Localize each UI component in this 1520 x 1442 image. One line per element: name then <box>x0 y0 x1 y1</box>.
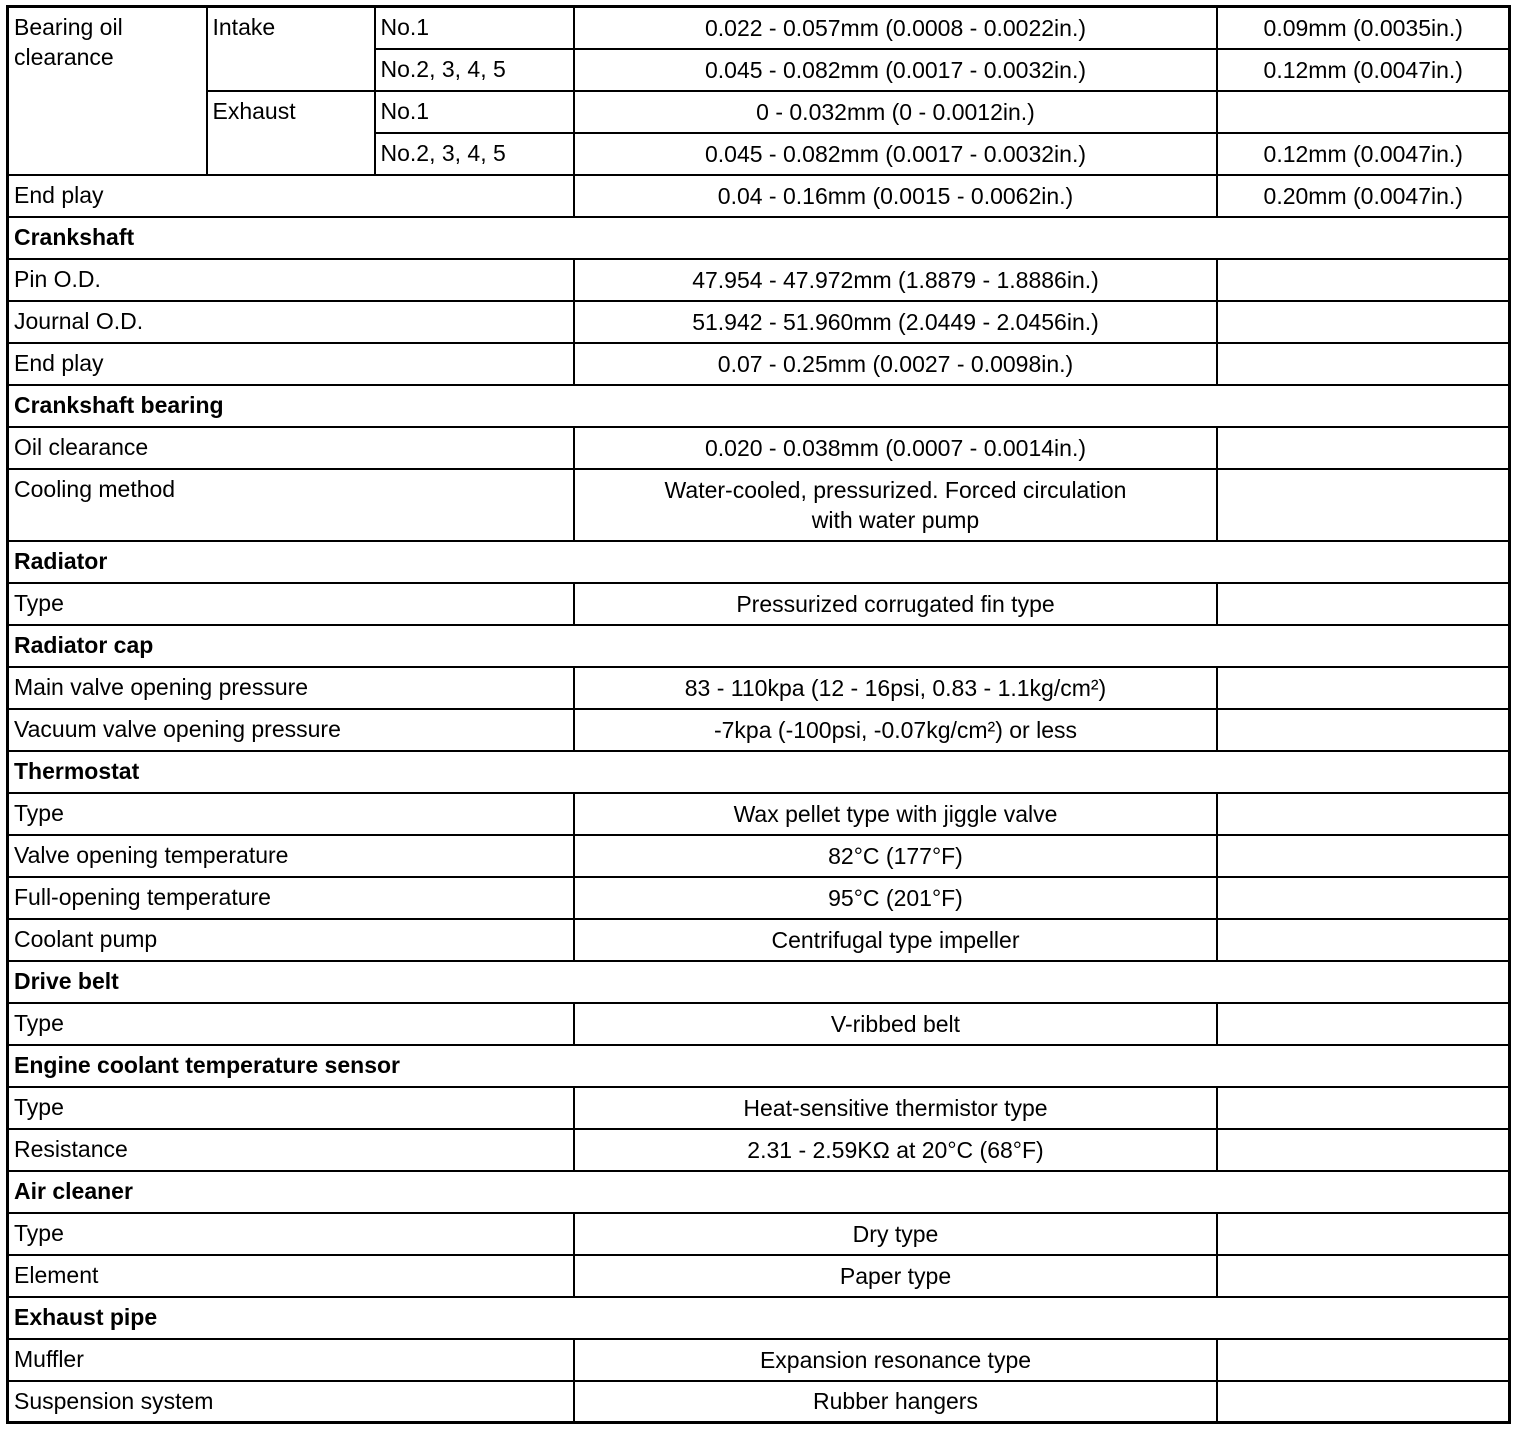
table-row <box>8 469 1510 541</box>
section-title: Radiator cap <box>8 625 1510 667</box>
spec-table-container <box>6 5 1508 1424</box>
table-row <box>8 175 1510 217</box>
limit-value <box>1217 427 1510 469</box>
table-row <box>8 877 1510 919</box>
limit-value <box>1217 667 1510 709</box>
spec-value: 0 - 0.032mm (0 - 0.0012in.) <box>574 91 1217 133</box>
row-label: Cooling method <box>8 469 574 541</box>
section-header-row <box>8 1045 1510 1087</box>
section-title: Radiator <box>8 541 1510 583</box>
spec-value: 0.04 - 0.16mm (0.0015 - 0.0062in.) <box>574 175 1217 217</box>
limit-value: 0.12mm (0.0047in.) <box>1217 133 1510 175</box>
table-row <box>8 835 1510 877</box>
limit-value: 0.20mm (0.0047in.) <box>1217 175 1510 217</box>
table-row <box>8 1087 1510 1129</box>
spec-value: 95°C (201°F) <box>574 877 1217 919</box>
spec-value: 0.022 - 0.057mm (0.0008 - 0.0022in.) <box>574 7 1217 49</box>
table-row <box>8 1255 1510 1297</box>
journal-label: No.1 <box>375 7 574 49</box>
limit-value <box>1217 301 1510 343</box>
table-row <box>8 427 1510 469</box>
row-label: Pin O.D. <box>8 259 574 301</box>
spec-value: Heat-sensitive thermistor type <box>574 1087 1217 1129</box>
limit-value <box>1217 583 1510 625</box>
row-label: Type <box>8 1213 574 1255</box>
table-row <box>8 1129 1510 1171</box>
section-title: Crankshaft bearing <box>8 385 1510 427</box>
journal-label: No.2, 3, 4, 5 <box>375 133 574 175</box>
row-label: Vacuum valve opening pressure <box>8 709 574 751</box>
sub-label-exhaust: Exhaust <box>207 91 375 175</box>
spec-value: 0.07 - 0.25mm (0.0027 - 0.0098in.) <box>574 343 1217 385</box>
section-header-row <box>8 385 1510 427</box>
limit-value <box>1217 1339 1510 1381</box>
spec-table <box>6 5 1511 1424</box>
limit-value <box>1217 469 1510 541</box>
row-label: Valve opening temperature <box>8 835 574 877</box>
row-label: Oil clearance <box>8 427 574 469</box>
row-label: Type <box>8 1087 574 1129</box>
journal-label: No.1 <box>375 91 574 133</box>
limit-value <box>1217 343 1510 385</box>
spec-value: Dry type <box>574 1213 1217 1255</box>
table-row <box>8 667 1510 709</box>
sub-label-intake: Intake <box>207 7 375 91</box>
section-header-row <box>8 217 1510 259</box>
row-label-bearing-oil-clearance: Bearing oil clearance <box>8 7 207 175</box>
spec-value: 83 - 110kpa (12 - 16psi, 0.83 - 1.1kg/cm²) <box>574 667 1217 709</box>
section-title: Crankshaft <box>8 217 1510 259</box>
section-title: Exhaust pipe <box>8 1297 1510 1339</box>
limit-value: 0.09mm (0.0035in.) <box>1217 7 1510 49</box>
limit-value <box>1217 877 1510 919</box>
section-header-row <box>8 625 1510 667</box>
row-label: Resistance <box>8 1129 574 1171</box>
spec-value: Rubber hangers <box>574 1381 1217 1423</box>
table-row <box>8 7 1510 49</box>
table-row <box>8 343 1510 385</box>
limit-value <box>1217 835 1510 877</box>
spec-value: 0.020 - 0.038mm (0.0007 - 0.0014in.) <box>574 427 1217 469</box>
table-row <box>8 1381 1510 1423</box>
spec-table-body <box>8 7 1510 1423</box>
table-row <box>8 259 1510 301</box>
spec-value: V-ribbed belt <box>574 1003 1217 1045</box>
row-label: Full-opening temperature <box>8 877 574 919</box>
limit-value <box>1217 1381 1510 1423</box>
limit-value <box>1217 1003 1510 1045</box>
spec-value <box>574 469 1217 541</box>
limit-value <box>1217 91 1510 133</box>
section-header-row <box>8 961 1510 1003</box>
row-label: Coolant pump <box>8 919 574 961</box>
table-row <box>8 793 1510 835</box>
row-label: Journal O.D. <box>8 301 574 343</box>
limit-value <box>1217 793 1510 835</box>
spec-value: Pressurized corrugated fin type <box>574 583 1217 625</box>
spec-value: Expansion resonance type <box>574 1339 1217 1381</box>
section-title: Thermostat <box>8 751 1510 793</box>
spec-value: 0.045 - 0.082mm (0.0017 - 0.0032in.) <box>574 133 1217 175</box>
spec-value: 0.045 - 0.082mm (0.0017 - 0.0032in.) <box>574 49 1217 91</box>
table-row <box>8 91 1510 133</box>
table-row <box>8 1213 1510 1255</box>
limit-value <box>1217 709 1510 751</box>
row-label: Type <box>8 583 574 625</box>
section-title: Engine coolant temperature sensor <box>8 1045 1510 1087</box>
row-label: Main valve opening pressure <box>8 667 574 709</box>
spec-value: 2.31 - 2.59KΩ at 20°C (68°F) <box>574 1129 1217 1171</box>
limit-value <box>1217 1255 1510 1297</box>
row-label: Type <box>8 793 574 835</box>
limit-value <box>1217 259 1510 301</box>
limit-value: 0.12mm (0.0047in.) <box>1217 49 1510 91</box>
row-label: Element <box>8 1255 574 1297</box>
spec-value: 82°C (177°F) <box>574 835 1217 877</box>
spec-value: Paper type <box>574 1255 1217 1297</box>
section-title: Drive belt <box>8 961 1510 1003</box>
limit-value <box>1217 1213 1510 1255</box>
row-label: Muffler <box>8 1339 574 1381</box>
limit-value <box>1217 919 1510 961</box>
journal-label: No.2, 3, 4, 5 <box>375 49 574 91</box>
row-label: Type <box>8 1003 574 1045</box>
row-label-end-play: End play <box>8 175 574 217</box>
limit-value <box>1217 1129 1510 1171</box>
spec-value: 47.954 - 47.972mm (1.8879 - 1.8886in.) <box>574 259 1217 301</box>
limit-value <box>1217 1087 1510 1129</box>
section-header-row <box>8 1171 1510 1213</box>
row-label: End play <box>8 343 574 385</box>
table-row <box>8 301 1510 343</box>
section-header-row <box>8 1297 1510 1339</box>
spec-value: 51.942 - 51.960mm (2.0449 - 2.0456in.) <box>574 301 1217 343</box>
table-row <box>8 1339 1510 1381</box>
table-row <box>8 1003 1510 1045</box>
table-row <box>8 583 1510 625</box>
row-label: Suspension system <box>8 1381 574 1423</box>
table-row <box>8 919 1510 961</box>
section-header-row <box>8 541 1510 583</box>
table-row <box>8 709 1510 751</box>
spec-line: Water-cooled, pressurized. Forced circulation <box>664 476 1127 503</box>
spec-value: Centrifugal type impeller <box>574 919 1217 961</box>
section-header-row <box>8 751 1510 793</box>
section-title: Air cleaner <box>8 1171 1510 1213</box>
spec-line: with water pump <box>811 506 980 533</box>
spec-value: Wax pellet type with jiggle valve <box>574 793 1217 835</box>
spec-value: -7kpa (-100psi, -0.07kg/cm²) or less <box>574 709 1217 751</box>
